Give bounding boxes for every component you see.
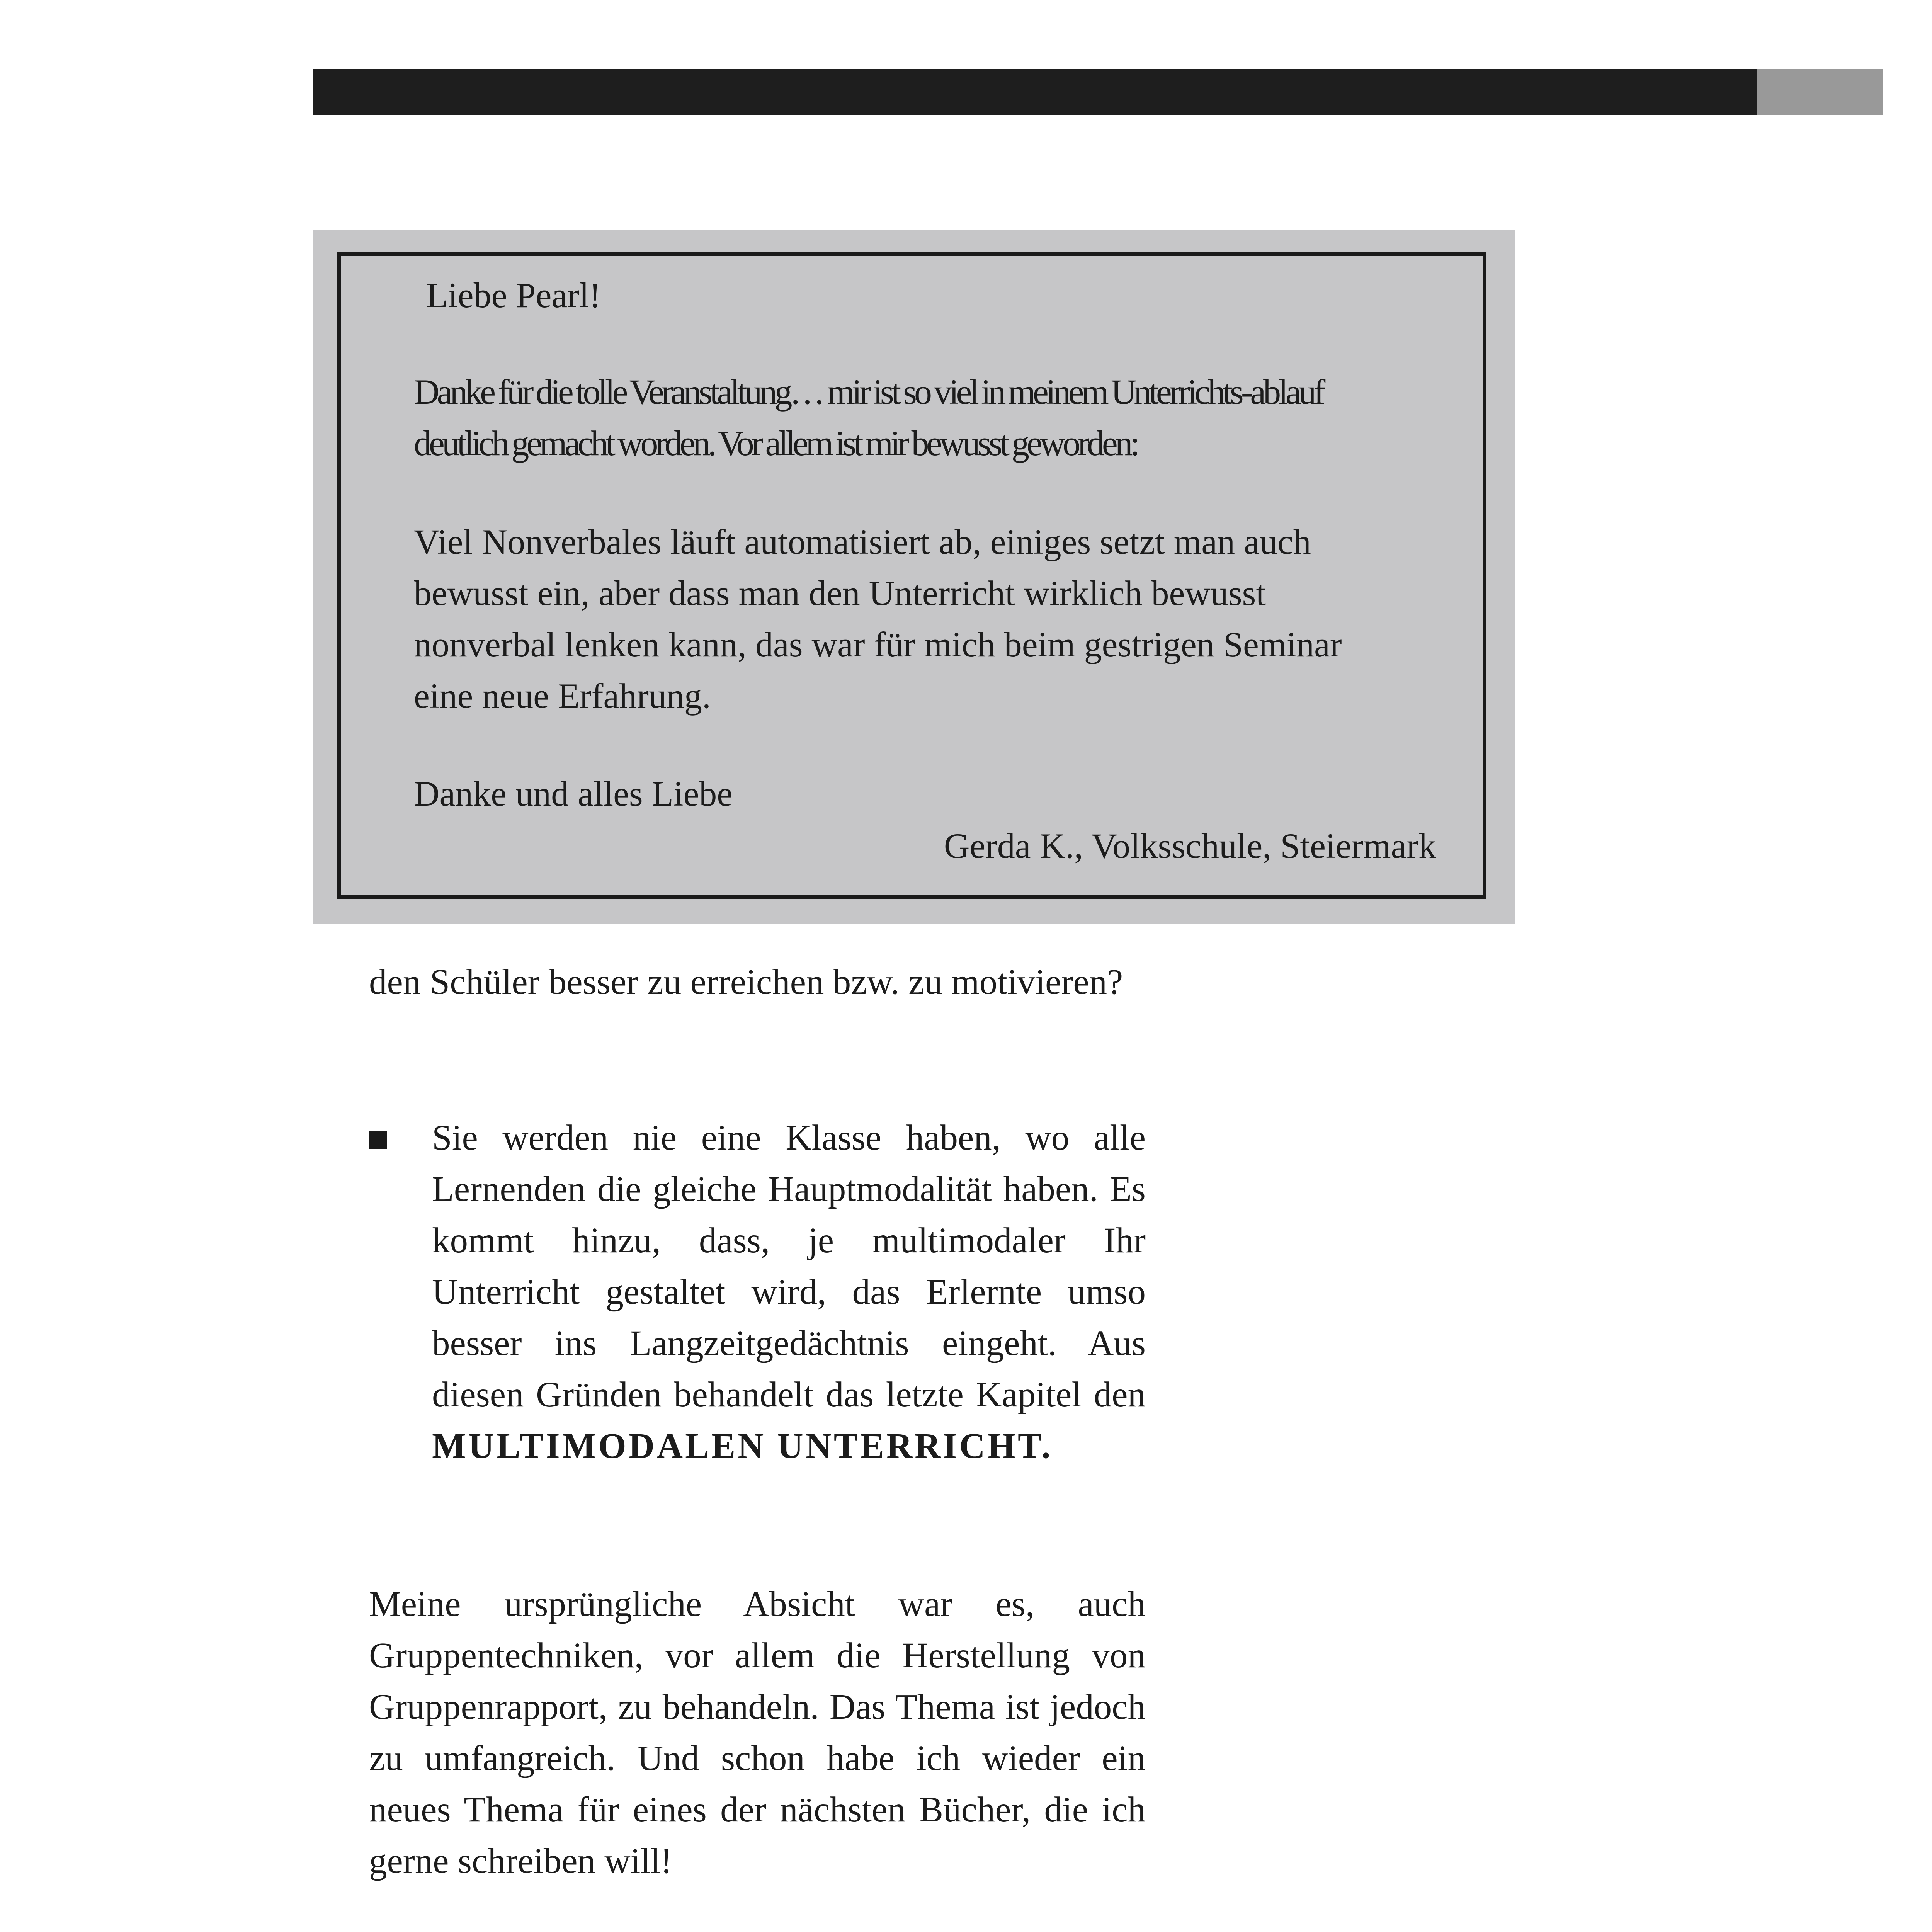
square-bullet-icon xyxy=(369,1131,387,1149)
header-bar xyxy=(313,69,1757,115)
bullet-emphasis: MULTIMODALEN UNTERRICHT. xyxy=(432,1426,1053,1466)
letter-greeting: Liebe Pearl! xyxy=(426,276,601,315)
testimonial-box xyxy=(313,230,1515,924)
letter-paragraph-2: Viel Nonverbales läuft automatisiert ab, einiges setzt man auch bewusst ein, aber dass man den Unterricht wirklich bewusst nonverbal lenken kann, das war für mich beim gestrigen Seminar eine neue Erfahrung. xyxy=(414,522,1342,716)
bullet-text xyxy=(432,1112,1146,1472)
body-paragraph-group-techniques xyxy=(369,1578,1146,1887)
bullet-item-multimodal xyxy=(369,1112,1146,1472)
paragraph-text: Meine ursprüngliche Absicht war es, auch Gruppentechniken, vor allem die Herstellung von Gruppenrapport, zu behandeln. Das Thema ist jedoch zu umfangreich. Und schon habe ich wieder ein neues Thema für eines der nächsten Bücher, die ich gerne schreiben will! xyxy=(369,1584,1146,1881)
body-paragraph-continued xyxy=(369,956,1146,1008)
header-bar-accent xyxy=(1757,69,1883,115)
letter-signature: Gerda K., Volksschule, Steiermark xyxy=(944,826,1436,866)
testimonial-frame xyxy=(337,252,1486,899)
bullet-text-part: Sie werden nie eine Klasse haben, wo alle Lernenden die gleiche Hauptmodalität haben. Es kommt hinzu, dass, je multimodaler Ihr Unterricht gestaltet wird, das Erlernte umso besser ins Langzeitgedächtnis eingeht. Aus diesen Gründen behandelt das letzte Kapitel den xyxy=(432,1118,1146,1415)
letter-paragraph-1: Danke für die tolle Veranstaltung… mir ist so viel in meinem Unterrichts-ablauf deutlich gemacht worden. Vor allem ist mir bewusst geworden: xyxy=(414,372,1323,463)
paragraph-text: den Schüler besser zu erreichen bzw. zu motivieren? xyxy=(369,962,1123,1002)
letter-closing: Danke und alles Liebe xyxy=(414,774,733,813)
